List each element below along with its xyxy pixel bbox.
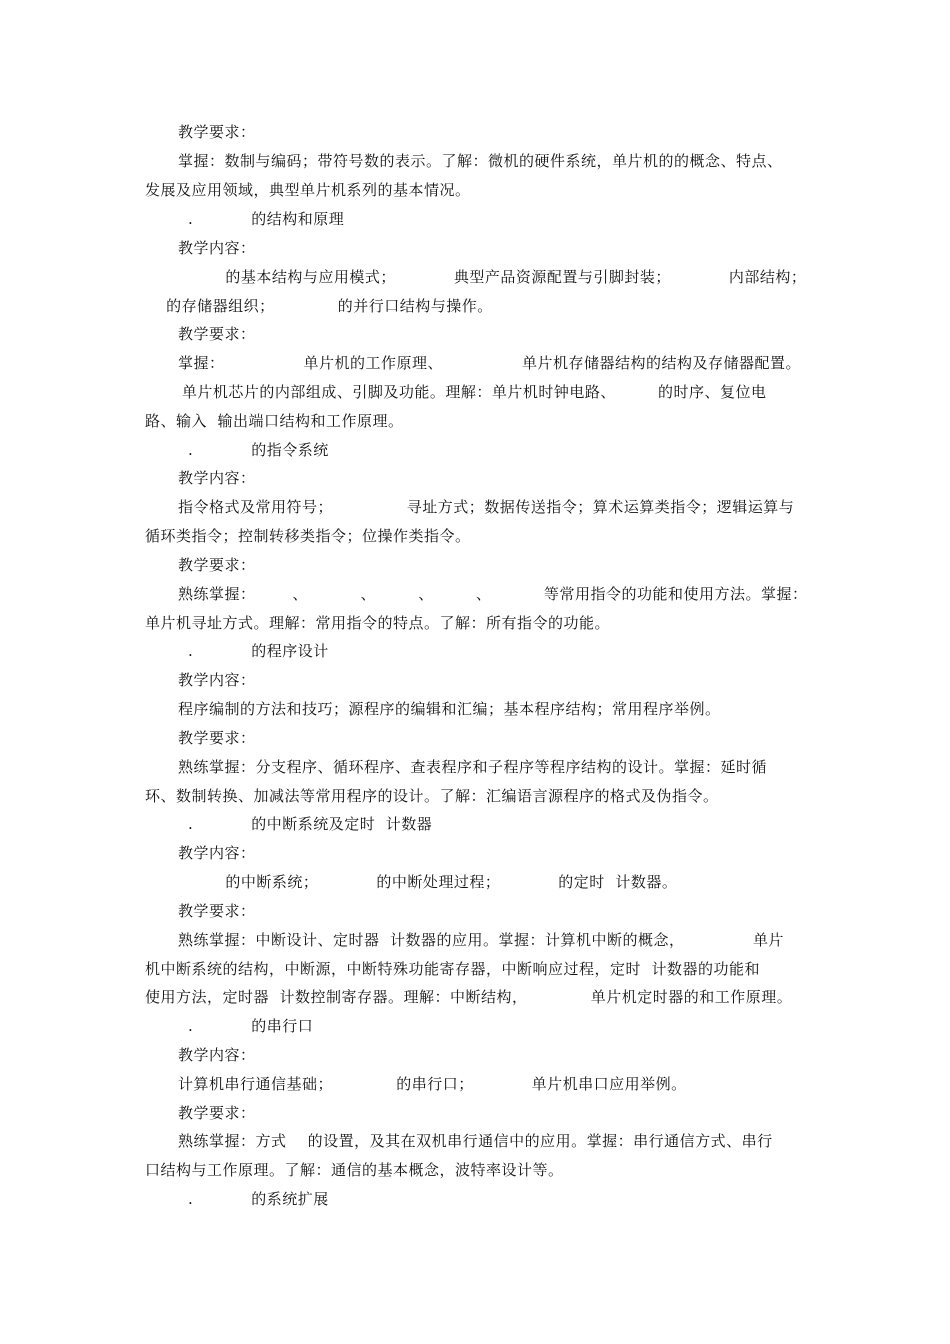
- text-line: 熟练掌握：中断设计、定时器 计数器的应用。掌握：计算机中断的概念， 单片: [178, 931, 785, 949]
- text-line: 教学要求：: [178, 729, 256, 747]
- text-line: 指令格式及常用符号； 寻址方式；数据传送指令；算术运算类指令；逻辑运算与: [178, 498, 795, 516]
- section-heading: . 的结构和原理: [188, 210, 345, 228]
- text-line: 教学要求：: [178, 1104, 256, 1122]
- text-line: 单片机芯片的内部组成、引脚及功能。理解：单片机时钟电路、 的时序、复位电: [145, 383, 767, 401]
- text-line: 环、数制转换、加减法等常用程序的设计。了解：汇编语言源程序的格式及伪指令。: [145, 787, 719, 805]
- text-line: 使用方法，定时器 计数控制寄存器。理解：中断结构， 单片机定时器的和工作原理。: [145, 988, 793, 1006]
- text-line: 机中断系统的结构，中断源，中断特殊功能寄存器，中断响应过程，定时 计数器的功能和: [145, 960, 761, 978]
- text-line: 教学要求：: [178, 325, 256, 343]
- text-line: 单片机寻址方式。理解：常用指令的特点。了解：所有指令的功能。: [145, 614, 611, 632]
- text-line: 熟练掌握： 、 、 、 、 等常用指令的功能和使用方法。掌握：: [178, 585, 808, 603]
- text-line: 教学内容：: [178, 469, 256, 487]
- text-line: 教学要求：: [178, 902, 256, 920]
- text-line: 教学内容：: [178, 844, 256, 862]
- text-line: 熟练掌握：分支程序、循环程序、查表程序和子程序等程序结构的设计。掌握：延时循: [178, 758, 768, 776]
- section-heading: . 的程序设计: [188, 642, 329, 660]
- text-line: 教学内容：: [178, 1046, 256, 1064]
- section-heading: . 的系统扩展: [188, 1190, 329, 1208]
- text-line: 教学要求：: [178, 556, 256, 574]
- text-line: 熟练掌握：方式 的设置，及其在双机串行通信中的应用。掌握：串行通信方式、串行: [178, 1132, 773, 1150]
- text-line: 循环类指令；控制转移类指令；位操作类指令。: [145, 527, 471, 545]
- text-line: 的中断系统； 的中断处理过程； 的定时 计数器。: [178, 873, 678, 891]
- text-line: 计算机串行通信基础； 的串行口； 单片机串口应用举例。: [178, 1075, 687, 1093]
- text-line: 程序编制的方法和技巧；源程序的编辑和汇编；基本程序结构；常用程序举例。: [178, 700, 721, 718]
- text-line: 发展及应用领域，典型单片机系列的基本情况。: [145, 181, 471, 199]
- text-line: 教学内容：: [178, 239, 256, 257]
- text-line: 的存储器组织； 的并行口结构与操作。: [145, 297, 493, 315]
- section-heading: . 的指令系统: [188, 441, 329, 459]
- section-heading: . 的中断系统及定时 计数器: [188, 815, 433, 833]
- text-line: 教学内容：: [178, 671, 256, 689]
- text-line: 的基本结构与应用模式； 典型产品资源配置与引脚封装； 内部结构；: [178, 268, 807, 286]
- text-line: 路、输入 输出端口结构和工作原理。: [145, 412, 404, 430]
- text-line: 掌握：数制与编码；带符号数的表示。了解：微机的硬件系统，单片机的的概念、特点、: [178, 152, 783, 170]
- text-line: 口结构与工作原理。了解：通信的基本概念，波特率设计等。: [145, 1161, 564, 1179]
- section-heading: . 的串行口: [188, 1017, 314, 1035]
- text-line: 教学要求：: [178, 123, 256, 141]
- text-line: 掌握： 单片机的工作原理、 单片机存储器结构的结构及存储器配置。: [178, 354, 802, 372]
